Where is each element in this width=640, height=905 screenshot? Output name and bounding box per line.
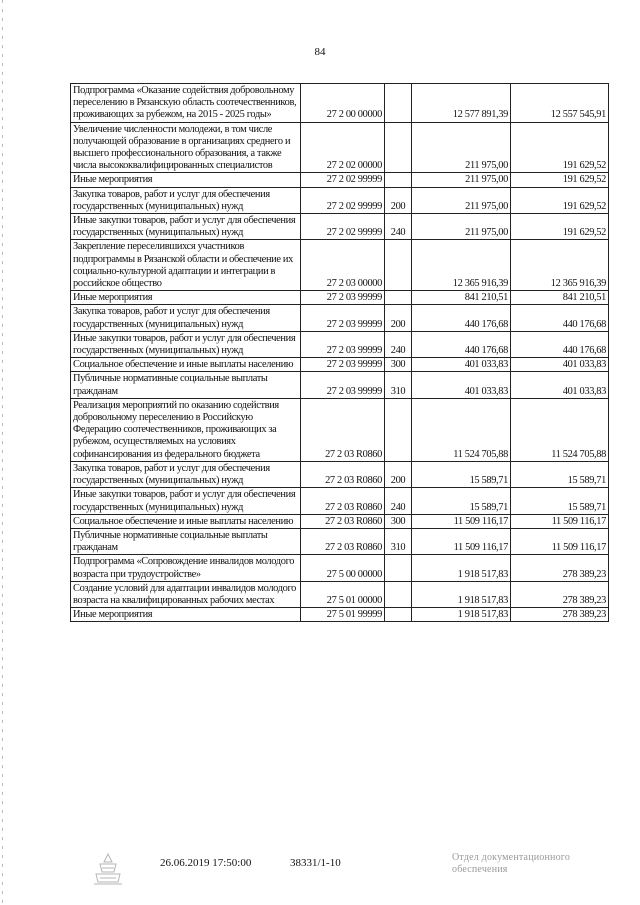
row-amount-2019-cell: 211 975,00: [412, 187, 511, 213]
row-code-cell: 27 2 02 99999: [301, 214, 385, 240]
row-code-cell: 27 5 01 00000: [301, 581, 385, 607]
row-expense-type-cell: [385, 240, 412, 291]
row-amount-2019-cell: 15 589,71: [412, 461, 511, 487]
footer-doc-number: 38331/1-10: [290, 857, 341, 869]
row-amount-2019-cell: 1 918 517,83: [412, 555, 511, 581]
row-amount-2020-cell: 191 629,52: [511, 173, 609, 187]
row-amount-2020-cell: 278 389,23: [511, 581, 609, 607]
row-name-cell: Иные мероприятия: [71, 608, 301, 622]
row-amount-2019-cell: 211 975,00: [412, 214, 511, 240]
row-code-cell: 27 2 03 R0860: [301, 528, 385, 554]
row-amount-2020-cell: 841 210,51: [511, 291, 609, 305]
table-row: [71, 608, 609, 622]
row-amount-2020-cell: 11 509 116,17: [511, 528, 609, 554]
row-amount-2019-cell: 841 210,51: [412, 291, 511, 305]
row-amount-2020-cell: 11 509 116,17: [511, 514, 609, 528]
row-amount-2019-cell: 401 033,83: [412, 358, 511, 372]
row-name-cell: Увеличение численности молодежи, в том числе получающей образование в организациях среднего и высшего профессионального образования, а также числа высококвалифицированных специалистов: [71, 122, 301, 173]
row-name-cell: Закупка товаров, работ и услуг для обеспечения государственных (муниципальных) нужд: [71, 461, 301, 487]
row-code-cell: 27 2 03 R0860: [301, 514, 385, 528]
row-code-cell: 27 2 03 99999: [301, 291, 385, 305]
table-row: [71, 84, 609, 123]
row-name-cell: Публичные нормативные социальные выплаты гражданам: [71, 528, 301, 554]
row-code-cell: 27 2 03 99999: [301, 358, 385, 372]
row-name-cell: Закупка товаров, работ и услуг для обеспечения государственных (муниципальных) нужд: [71, 187, 301, 213]
row-expense-type-cell: 200: [385, 461, 412, 487]
row-expense-type-cell: [385, 173, 412, 187]
row-amount-2019-cell: 11 509 116,17: [412, 514, 511, 528]
budget-table-body: [71, 84, 609, 622]
row-expense-type-cell: [385, 608, 412, 622]
row-name-cell: Реализация мероприятий по оказанию содействия добровольному переселению в Российскую Федерацию соотечественников, проживающих за рубежом, осуществляемых на условиях софинансирования из федерального бюджета: [71, 398, 301, 461]
row-expense-type-cell: [385, 291, 412, 305]
row-name-cell: Подпрограмма «Сопровождение инвалидов молодого возраста при трудоустройстве»: [71, 555, 301, 581]
row-expense-type-cell: [385, 555, 412, 581]
row-amount-2020-cell: 278 389,23: [511, 555, 609, 581]
row-amount-2020-cell: 12 365 916,39: [511, 240, 609, 291]
table-row: [71, 187, 609, 213]
row-code-cell: 27 2 03 R0860: [301, 488, 385, 514]
row-code-cell: 27 2 02 99999: [301, 173, 385, 187]
table-row: [71, 305, 609, 331]
row-amount-2019-cell: 440 176,68: [412, 305, 511, 331]
row-name-cell: Закупка товаров, работ и услуг для обеспечения государственных (муниципальных) нужд: [71, 305, 301, 331]
row-name-cell: Создание условий для адаптации инвалидов молодого возраста на квалифицированных рабочих местах: [71, 581, 301, 607]
stamp-line-1: Отдел документационного: [452, 852, 571, 863]
row-expense-type-cell: 240: [385, 214, 412, 240]
row-amount-2019-cell: 440 176,68: [412, 331, 511, 357]
row-code-cell: 27 5 01 99999: [301, 608, 385, 622]
row-amount-2020-cell: 11 524 705,88: [511, 398, 609, 461]
row-name-cell: Иные мероприятия: [71, 173, 301, 187]
table-row: [71, 581, 609, 607]
row-code-cell: 27 2 03 99999: [301, 372, 385, 398]
row-amount-2020-cell: 401 033,83: [511, 358, 609, 372]
row-amount-2020-cell: 440 176,68: [511, 331, 609, 357]
row-name-cell: Иные закупки товаров, работ и услуг для обеспечения государственных (муниципальных) нужд: [71, 331, 301, 357]
row-amount-2020-cell: 191 629,52: [511, 187, 609, 213]
table-row: [71, 555, 609, 581]
row-expense-type-cell: 200: [385, 187, 412, 213]
row-expense-type-cell: 240: [385, 331, 412, 357]
row-amount-2020-cell: 191 629,52: [511, 214, 609, 240]
row-amount-2019-cell: 12 365 916,39: [412, 240, 511, 291]
row-name-cell: Социальное обеспечение и иные выплаты населению: [71, 514, 301, 528]
row-code-cell: 27 5 00 00000: [301, 555, 385, 581]
row-amount-2019-cell: 211 975,00: [412, 122, 511, 173]
table-row: [71, 528, 609, 554]
table-row: [71, 372, 609, 398]
row-name-cell: Иные закупки товаров, работ и услуг для обеспечения государственных (муниципальных) нужд: [71, 214, 301, 240]
row-code-cell: 27 2 03 R0860: [301, 398, 385, 461]
row-expense-type-cell: [385, 398, 412, 461]
row-expense-type-cell: [385, 122, 412, 173]
row-amount-2019-cell: 11 524 705,88: [412, 398, 511, 461]
page-number: 84: [314, 46, 326, 58]
row-expense-type-cell: 310: [385, 528, 412, 554]
table-row: [71, 461, 609, 487]
table-row: [71, 240, 609, 291]
row-amount-2019-cell: 15 589,71: [412, 488, 511, 514]
row-expense-type-cell: 300: [385, 514, 412, 528]
row-amount-2020-cell: 401 033,83: [511, 372, 609, 398]
row-expense-type-cell: 310: [385, 372, 412, 398]
table-row: [71, 173, 609, 187]
row-name-cell: Иные мероприятия: [71, 291, 301, 305]
row-name-cell: Иные закупки товаров, работ и услуг для обеспечения государственных (муниципальных) нужд: [71, 488, 301, 514]
row-expense-type-cell: 200: [385, 305, 412, 331]
row-amount-2019-cell: 1 918 517,83: [412, 608, 511, 622]
row-name-cell: Подпрограмма «Оказание содействия добровольному переселению в Рязанскую область соотечественников, проживающих за рубежом, на 2015 - 2025 годы»: [71, 84, 301, 123]
row-expense-type-cell: 240: [385, 488, 412, 514]
table-row: [71, 358, 609, 372]
row-amount-2020-cell: 12 557 545,91: [511, 84, 609, 123]
row-amount-2020-cell: 278 389,23: [511, 608, 609, 622]
department-stamp: [452, 852, 622, 876]
table-row: [71, 514, 609, 528]
row-amount-2020-cell: 15 589,71: [511, 488, 609, 514]
row-amount-2019-cell: 12 577 891,39: [412, 84, 511, 123]
row-code-cell: 27 2 03 99999: [301, 331, 385, 357]
row-amount-2020-cell: 440 176,68: [511, 305, 609, 331]
row-expense-type-cell: 300: [385, 358, 412, 372]
row-amount-2019-cell: 1 918 517,83: [412, 581, 511, 607]
row-code-cell: 27 2 03 00000: [301, 240, 385, 291]
row-code-cell: 27 2 02 99999: [301, 187, 385, 213]
row-amount-2020-cell: 15 589,71: [511, 461, 609, 487]
row-amount-2020-cell: 191 629,52: [511, 122, 609, 173]
emblem-logo-icon: [88, 850, 128, 890]
scan-edge-artifact: [2, 0, 3, 905]
row-amount-2019-cell: 401 033,83: [412, 372, 511, 398]
row-code-cell: 27 2 03 R0860: [301, 461, 385, 487]
row-code-cell: 27 2 02 00000: [301, 122, 385, 173]
stamp-line-2: обеспечения: [452, 864, 508, 875]
table-row: [71, 398, 609, 461]
row-code-cell: 27 2 00 00000: [301, 84, 385, 123]
table-row: [71, 331, 609, 357]
table-row: [71, 122, 609, 173]
row-name-cell: Социальное обеспечение и иные выплаты населению: [71, 358, 301, 372]
row-code-cell: 27 2 03 99999: [301, 305, 385, 331]
table-row: [71, 214, 609, 240]
footer-date: 26.06.2019 17:50:00: [160, 857, 252, 869]
row-amount-2019-cell: 11 509 116,17: [412, 528, 511, 554]
row-name-cell: Закрепление переселившихся участников подпрограммы в Рязанской области и обеспечение их социально-культурной адаптации и интеграции в российское общество: [71, 240, 301, 291]
row-expense-type-cell: [385, 581, 412, 607]
row-name-cell: Публичные нормативные социальные выплаты гражданам: [71, 372, 301, 398]
page-footer: [0, 850, 640, 900]
table-row: [71, 488, 609, 514]
table-row: [71, 291, 609, 305]
row-amount-2019-cell: 211 975,00: [412, 173, 511, 187]
row-expense-type-cell: [385, 84, 412, 123]
budget-table: [70, 83, 609, 622]
